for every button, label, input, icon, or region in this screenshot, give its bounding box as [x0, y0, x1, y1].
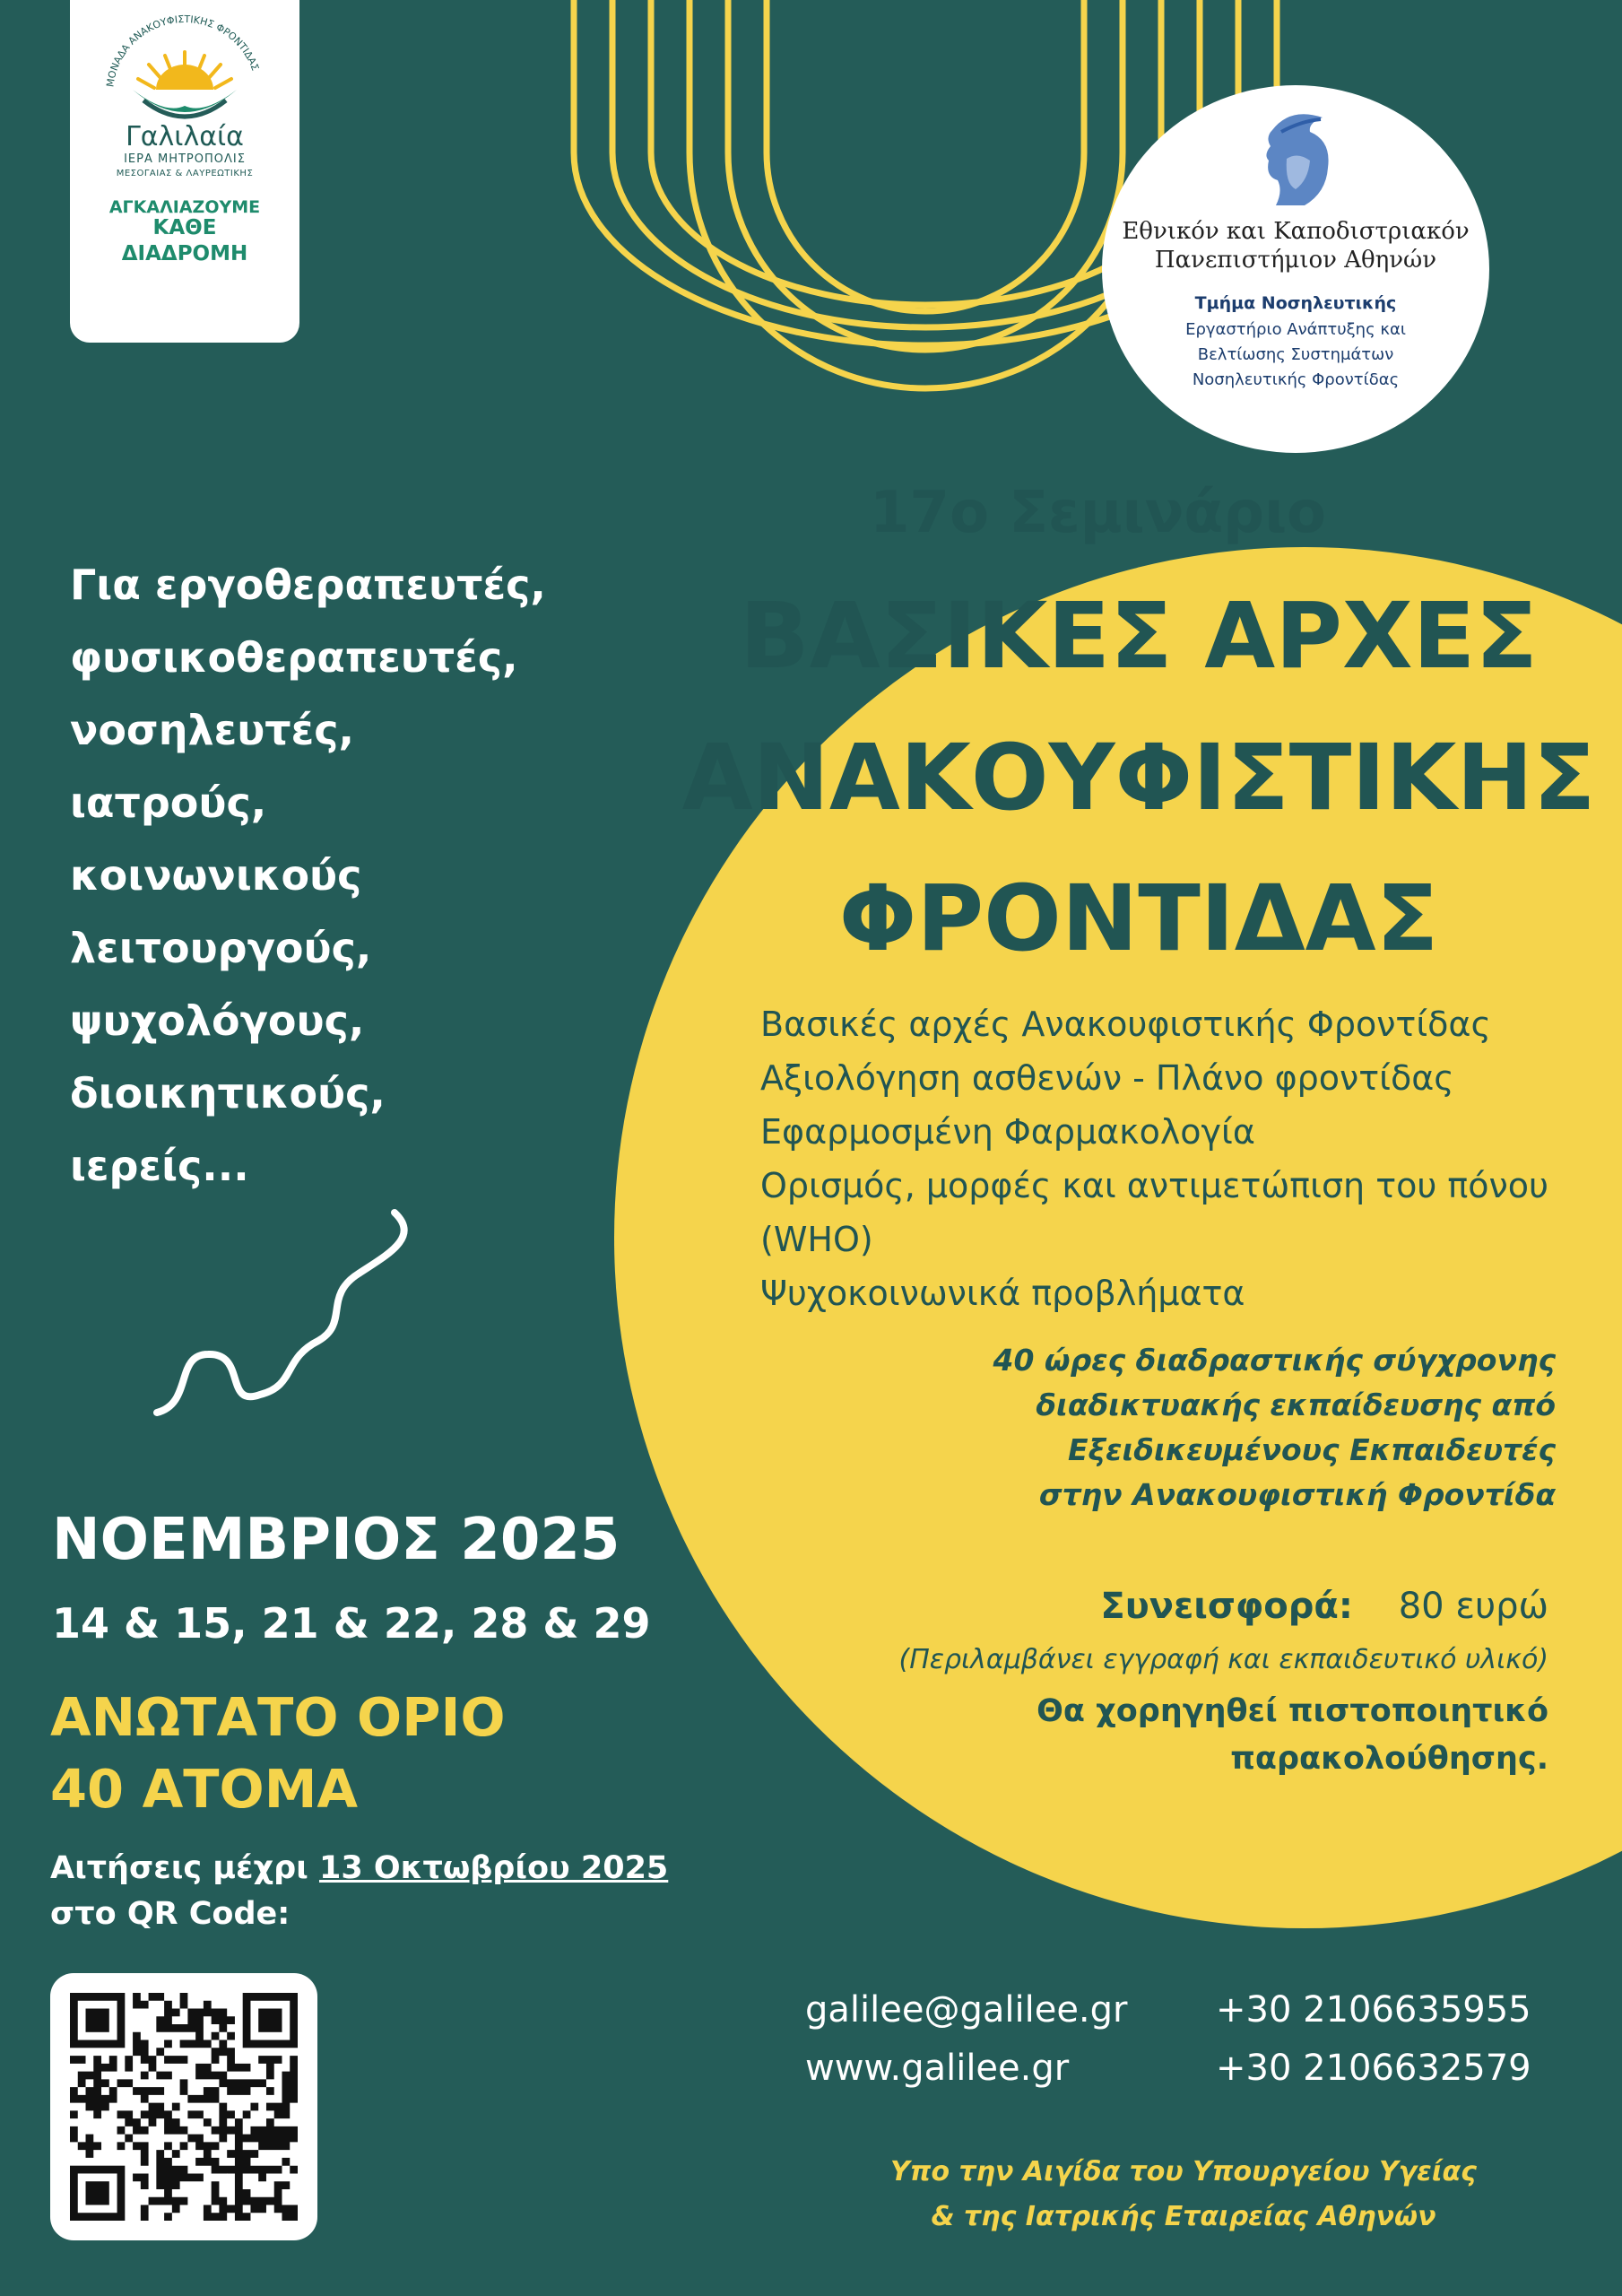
qr-instruction: στο QR Code:: [50, 1896, 291, 1932]
auspices: [807, 2150, 1560, 2239]
arch-1: [767, 0, 1084, 311]
logo-slogan-3: ΔΙΑΔΡΟΜΗ: [121, 242, 248, 265]
contact-phone-2[interactable]: +30 2106632579: [1216, 2048, 1531, 2089]
audience-line: Για εργοθεραπευτές,: [70, 561, 546, 609]
university-name-line1: Εθνικόν και Καποδιστριακόν: [1122, 218, 1470, 245]
university-lab-line1: Εργαστήριο Ανάπτυξης και: [1185, 320, 1406, 339]
training-hours-line: 40 ώρες διαδραστικής σύγχρονης: [993, 1343, 1556, 1378]
qr-code-icon[interactable]: [70, 1993, 298, 2221]
contact-phone-1[interactable]: +30 2106635955: [1216, 1989, 1531, 2031]
audience-line: νοσηλευτές,: [70, 706, 354, 754]
training-hours-line: στην Ανακουφιστική Φροντίδα: [1038, 1477, 1556, 1512]
qr-finder-pattern: [74, 2170, 121, 2217]
logo-arc-text: ΜΟΝΑΔΑ ΑΝΑΚΟΥΦΙΣΤΙΚΗΣ ΦΡΟΝΤΙΔΑΣ: [104, 13, 262, 88]
topics-list: [760, 997, 1548, 1320]
audience-line: ψυχολόγους,: [70, 996, 365, 1045]
certificate-note: [807, 1688, 1548, 1783]
training-hours: [807, 1338, 1556, 1518]
logo-subtitle-2: ΜΕΣΟΓΑΙΑΣ & ΛΑΥΡΕΩΤΙΚΗΣ: [116, 169, 254, 178]
university-lab-line3: Νοσηλευτικής Φροντίδας: [1192, 370, 1400, 389]
certificate-line1: Θα χορηγηθεί πιστοποιητικό: [1037, 1693, 1548, 1729]
qr-code[interactable]: [50, 1973, 317, 2240]
contact-website[interactable]: www.galilee.gr: [805, 2048, 1070, 2089]
training-hours-line: Εξειδικευμένους Εκπαιδευτές: [1068, 1432, 1556, 1467]
logo-slogan-2: ΚΑΘΕ: [152, 216, 217, 239]
audience-line: κοινωνικούς: [70, 851, 362, 900]
seminar-title-line2: ΑΝΑΚΟΥΦΙΣΤΙΚΗΣ: [681, 725, 1596, 831]
audience-line: φυσικοθεραπευτές,: [70, 633, 518, 682]
auspices-line1: Υπο την Αιγίδα του Υπουργείου Υγείας: [890, 2156, 1477, 2187]
squiggle-line: [157, 1213, 404, 1413]
contribution-note: (Περιλαμβάνει εγγραφή και εκπαιδευτικό υλικό): [898, 1644, 1548, 1675]
max-participants-line1: ΑΝΩΤΑΤΟ ΟΡΙΟ: [50, 1686, 506, 1748]
logo-slogan-1: ΑΓΚΑΛΙΑΖΟΥΜΕ: [108, 197, 261, 217]
university-department: Τμήμα Νοσηλευτικής: [1194, 293, 1397, 313]
university-logo: [1102, 85, 1489, 453]
application-deadline: [50, 1850, 668, 1886]
training-hours-line: διαδικτυακής εκπαίδευσης από: [1036, 1387, 1556, 1422]
university-lab-line2: Βελτίωσης Συστημάτων: [1197, 345, 1394, 364]
arch-2: [728, 0, 1123, 350]
topic-item: (WHO): [760, 1220, 873, 1259]
auspices-line2: & της Ιατρικής Εταιρείας Αθηνών: [931, 2201, 1436, 2232]
contact-email[interactable]: galilee@galilee.gr: [805, 1989, 1128, 2031]
qr-finder-pattern: [74, 1996, 121, 2044]
audience-line: διοικητικούς,: [70, 1069, 386, 1118]
seminar-title-line1: ΒΑΣΙΚΕΣ ΑΡΧΕΣ: [740, 583, 1538, 690]
logo-subtitle-1: ΙΕΡΑ ΜΗΤΡΟΠΟΛΙΣ: [124, 152, 246, 166]
topic-item: Ψυχοκοινωνικά προβλήματα: [760, 1274, 1245, 1313]
application-deadline-prefix: Αιτήσεις μέχρι: [50, 1850, 319, 1886]
seminar-dates: 14 & 15, 21 & 22, 28 & 29: [52, 1599, 651, 1648]
sunrise-hands-icon: [70, 0, 299, 126]
audience-line: ιατρούς,: [70, 778, 267, 827]
contribution-value: 80 ευρώ: [1398, 1586, 1548, 1627]
max-participants-line2: 40 ΑΤΟΜΑ: [50, 1758, 359, 1820]
certificate-line2: παρακολούθησης.: [1230, 1741, 1548, 1777]
topic-item: Εφαρμοσμένη Φαρμακολογία: [760, 1112, 1255, 1152]
contribution-label: Συνεισφορά:: [1100, 1586, 1353, 1627]
topic-item: Ορισμός, μορφές και αντιμετώπιση του πόνου: [760, 1166, 1548, 1205]
audience-list: [70, 549, 644, 1203]
application-deadline-date: 13 Οκτωβρίου 2025: [318, 1850, 669, 1886]
topic-item: Αξιολόγηση ασθενών - Πλάνο φροντίδας: [760, 1058, 1454, 1098]
university-name-line2: Πανεπιστήμιον Αθηνών: [1154, 247, 1437, 274]
contribution: [807, 1586, 1548, 1627]
athena-helmet-icon: [1245, 105, 1346, 213]
audience-line: λειτουργούς,: [70, 924, 372, 972]
galilee-logo: [70, 0, 299, 343]
seminar-title-line3: ΦΡΟΝΤΙΔΑΣ: [838, 865, 1439, 972]
logo-name: Γαλιλαία: [126, 121, 244, 152]
qr-finder-pattern: [247, 1996, 294, 2044]
seminar-number: 17ο Σεμινάριο: [870, 480, 1326, 546]
audience-line: ιερείς...: [70, 1142, 249, 1190]
seminar-month: ΝΟΕΜΒΡΙΟΣ 2025: [52, 1507, 620, 1573]
topic-item: Βασικές αρχές Ανακουφιστικής Φροντίδας: [760, 1004, 1491, 1044]
